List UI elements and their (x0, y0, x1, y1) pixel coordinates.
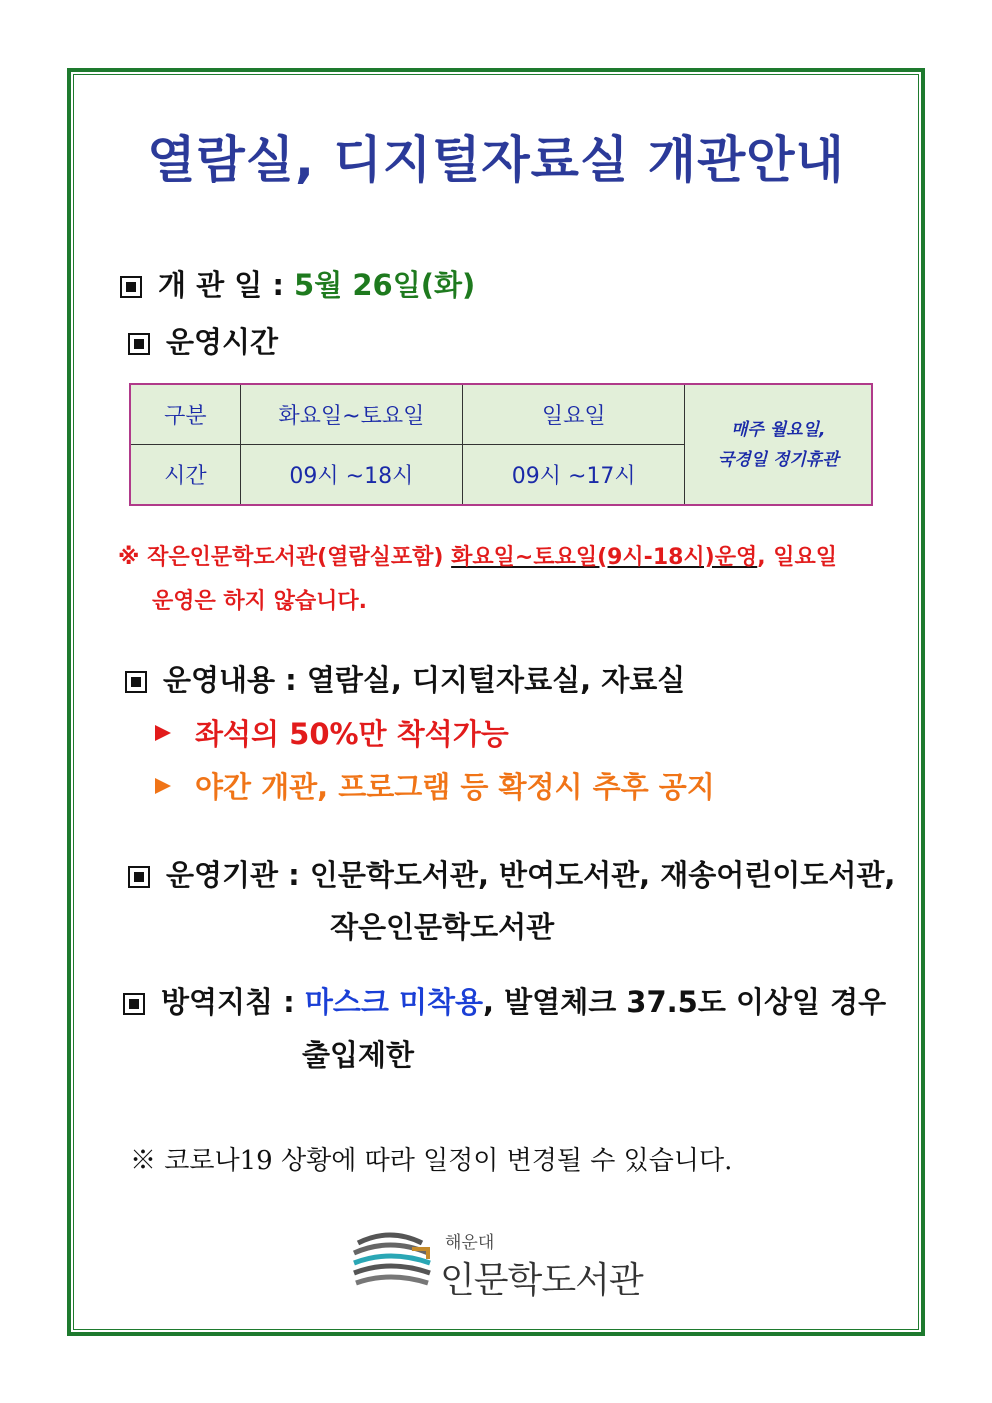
quarantine-mask-text: 마스크 미착용 (304, 985, 484, 1019)
open-day-value: 5월 26일(화) (294, 268, 476, 302)
content-line (125, 658, 685, 699)
hours-heading-line (128, 320, 278, 361)
notice-part-1: 작은인문학도서관(열람실포함) (147, 545, 444, 570)
notice-part-2: 화요일~토요일(9시-18시)운영 (451, 545, 758, 570)
table-row (130, 384, 872, 445)
table-cell: 09시 ~17시 (463, 445, 685, 506)
closed-days-cell (685, 384, 872, 505)
bullet-line-1 (155, 712, 509, 753)
notice-line-1 (118, 540, 837, 571)
table-row-label: 시간 (130, 445, 240, 506)
content-label: 운영내용 : (163, 663, 297, 697)
bullet-text-2: 야간 개관, 프로그램 등 확정시 추후 공지 (195, 770, 715, 804)
triangle-bullet-icon (155, 778, 171, 794)
bullet-text-1: 좌석의 50%만 착석가능 (195, 717, 509, 751)
page-title: 열람실, 디지털자료실 개관안내 (147, 131, 845, 189)
table-header-cell: 구분 (130, 384, 240, 445)
bullet-line-2 (155, 765, 715, 806)
content-value: 열람실, 디지털자료실, 자료실 (306, 663, 686, 697)
square-bullet-icon (128, 866, 150, 888)
orgs-label: 운영기관 : (166, 858, 300, 892)
quarantine-line-1 (123, 980, 886, 1021)
orgs-line-1 (128, 853, 895, 894)
notice-mark: ※ (118, 545, 140, 570)
notice-part-3: , 일요일 (757, 545, 838, 570)
closed-line-1: 매주 월요일, (730, 419, 826, 440)
open-day-label: 개 관 일 : (158, 268, 284, 302)
logo-subtitle: 해운대 (445, 1233, 495, 1253)
table-header-cell: 일요일 (463, 384, 685, 445)
table-header-cell: 화요일~토요일 (240, 384, 462, 445)
quarantine-line-2: 출입제한 (302, 1038, 415, 1072)
notice-line-2: 운영은 하지 않습니다. (152, 589, 367, 614)
orgs-line-2: 작은인문학도서관 (330, 910, 555, 944)
square-bullet-icon (123, 993, 145, 1015)
orgs-value-1: 인문학도서관, 반여도서관, 재송어린이도서관, (309, 858, 896, 892)
quarantine-rest-text: , 발열체크 37.5도 이상일 경우 (483, 985, 887, 1019)
hours-heading: 운영시간 (166, 325, 279, 359)
square-bullet-icon (128, 333, 150, 355)
square-bullet-icon (120, 276, 142, 298)
square-bullet-icon (125, 671, 147, 693)
closed-line-2: 국경일 정기휴관 (717, 449, 839, 470)
schedule-table (129, 383, 873, 506)
footer-notice: ※ 코로나19 상황에 따라 일정이 변경될 수 있습니다. (130, 1146, 733, 1176)
triangle-bullet-icon (155, 725, 171, 741)
table-cell: 09시 ~18시 (240, 445, 462, 506)
logo-title: 인문학도서관 (440, 1260, 643, 1301)
open-day-line (120, 263, 475, 304)
quarantine-label: 방역지침 : (161, 985, 295, 1019)
